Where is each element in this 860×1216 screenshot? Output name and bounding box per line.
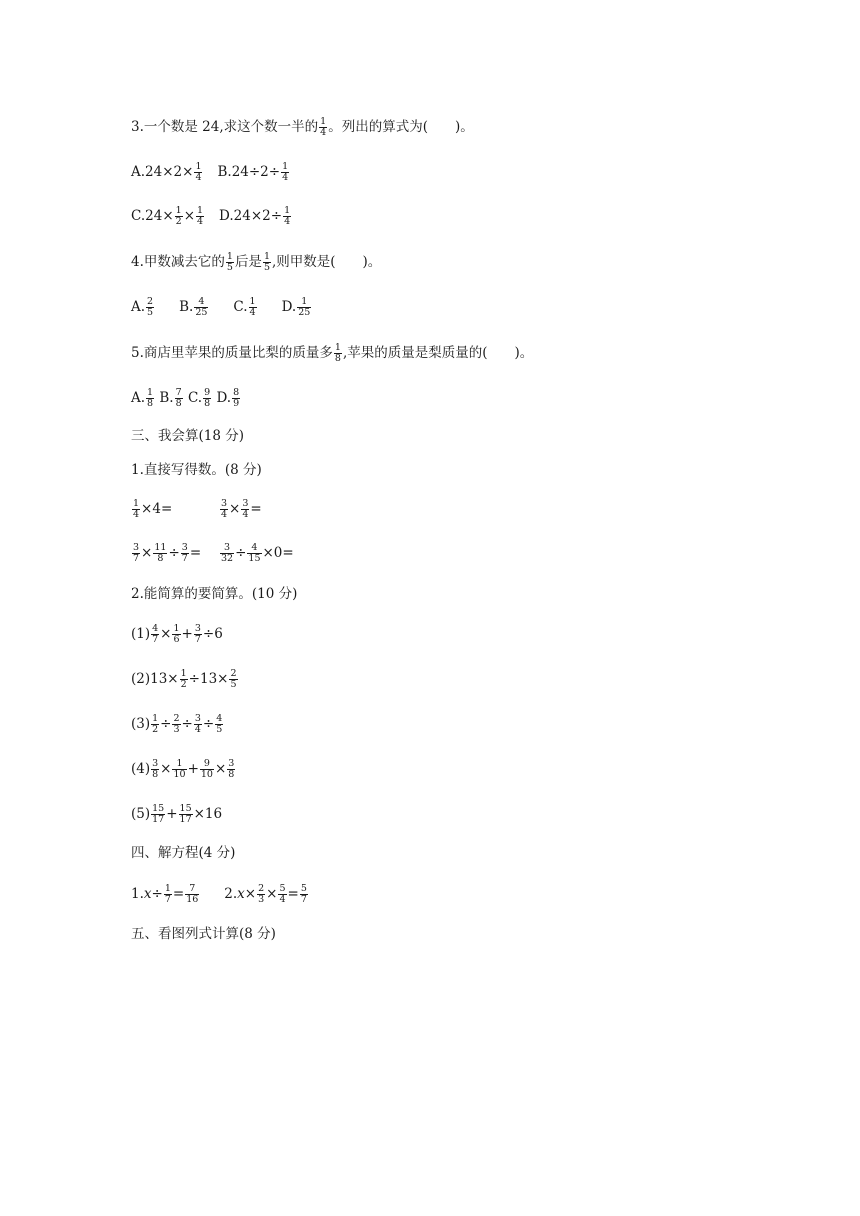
section-4-title: 四、解方程(4 分) (131, 845, 236, 861)
expr-3: (3) $\frac{1}{2}$ ÷ $\frac{2}{3}$ ÷ $\frac{3}{4}$ ÷ $\frac{4}{5}$ (131, 713, 223, 735)
fraction: $\frac{1}{4}$ (249, 296, 256, 318)
fraction: $\frac{1}{2}$ (175, 205, 182, 227)
fraction: $\frac{3}{8}$ (228, 758, 235, 780)
expr-2: (2)13× $\frac{1}{2}$ ÷13× $\frac{2}{5}$ (131, 668, 237, 690)
fraction: $\frac{1}{25}$ (298, 296, 311, 318)
section-3-title: 三、我会算(18 分) (131, 428, 245, 444)
fraction: $\frac{1}{5}$ (263, 251, 270, 273)
fraction: $\frac{4}{7}$ (152, 623, 159, 645)
section-3-part-1-title: 1.直接写得数。(8 分) (131, 462, 262, 478)
fraction: $\frac{7}{8}$ (175, 387, 182, 409)
q3-option-d: D.24×2÷ (219, 208, 283, 224)
fraction: $\frac{2}{3}$ (173, 713, 180, 735)
q3-option-a: A.24×2× (131, 164, 194, 180)
fraction: $\frac{1}{4}$ (282, 161, 289, 183)
fraction: $\frac{1}{4}$ (284, 205, 291, 227)
fraction: $\frac{3}{4}$ (242, 498, 249, 520)
fraction: $\frac{3}{4}$ (221, 498, 228, 520)
q4-option-c: C. (233, 299, 248, 315)
equations: 1.x÷ $\frac{1}{7}$ = $\frac{7}{16}$ 2.x× $\frac{2}{3}$ × $\frac{5}{4}$ = $\frac{5}{7}$ (131, 883, 307, 905)
fraction: $\frac{3}{32}$ (221, 542, 234, 564)
q3-options-ab (131, 162, 290, 183)
q5-option-c: C. (187, 390, 203, 406)
fraction: $\frac{1}{5}$ (226, 251, 233, 273)
q5-stem: 5.商店里苹果的质量比梨的质量多 $\frac{1}{8}$ ,苹果的质量是梨质量的( )。 (131, 342, 534, 364)
fraction: $\frac{1}{8}$ (334, 342, 341, 364)
fraction: $\frac{3}{7}$ (181, 542, 188, 564)
fraction: $\frac{1}{6}$ (173, 623, 180, 645)
q5-options (131, 388, 241, 409)
fraction: $\frac{5}{7}$ (300, 883, 307, 905)
q3-stem-text: 3.一个数是 24,求这个数一半的 (131, 119, 319, 135)
fraction: $\frac{15}{17}$ (179, 803, 192, 825)
calc-2: $\frac{3}{4}$ × $\frac{3}{4}$ = (221, 498, 262, 520)
q4-option-a: A. (131, 299, 146, 315)
fraction: $\frac{3}{8}$ (152, 758, 159, 780)
fraction: $\frac{8}{9}$ (233, 387, 240, 409)
calc-1: $\frac{1}{4}$ ×4= (133, 498, 173, 520)
q3-stem (131, 117, 474, 138)
fraction: $\frac{1}{4}$ (197, 205, 204, 227)
q3-options-cd: C.24× $\frac{1}{2}$ × $\frac{1}{4}$ D.24×2÷ $\frac{1}{4}$ (131, 205, 291, 227)
fraction: $\frac{4}{25}$ (195, 296, 208, 318)
fraction: $\frac{3}{7}$ (194, 623, 201, 645)
expr-5: (5) $\frac{15}{17}$ + $\frac{15}{17}$ ×16 (131, 803, 223, 825)
q4-options (131, 297, 312, 318)
fraction: $\frac{2}{5}$ (147, 296, 154, 318)
calc-4: $\frac{3}{32}$ ÷ $\frac{4}{15}$ ×0= (221, 542, 294, 564)
fraction: $\frac{9}{10}$ (200, 758, 213, 780)
fraction: $\frac{4}{5}$ (216, 713, 223, 735)
q4-stem: 4.甲数减去它的 $\frac{1}{5}$ 后是 $\frac{1}{5}$ ,则甲数是( )。 (131, 251, 382, 273)
q4-option-d: D. (281, 299, 297, 315)
expr-4: (4) $\frac{3}{8}$ × $\frac{1}{10}$ + $\frac{9}{10}$ × $\frac{3}{8}$ (131, 758, 235, 780)
section-5-title: 五、看图列式计算(8 分) (131, 926, 276, 942)
fraction: $\frac{2}{3}$ (258, 883, 265, 905)
fraction: $\frac{1}{4}$ (133, 498, 140, 520)
fraction: $\frac{1}{2}$ (152, 713, 159, 735)
fraction: $\frac{15}{17}$ (152, 803, 165, 825)
fraction: $\frac{1}{10}$ (173, 758, 186, 780)
section-3-part-2-title: 2.能简算的要简算。(10 分) (131, 586, 298, 602)
fraction: $\frac{4}{15}$ (248, 542, 261, 564)
fraction: $\frac{3}{7}$ (133, 542, 140, 564)
fraction: $\frac{1}{8}$ (147, 387, 154, 409)
q5-stem-text: 5.商店里苹果的质量比梨的质量多 (131, 345, 333, 361)
q4-option-b: B. (179, 299, 194, 315)
fraction: $\frac{9}{8}$ (204, 387, 211, 409)
fraction: $\frac{1}{4}$ (320, 116, 327, 138)
expr-1: (1) $\frac{4}{7}$ × $\frac{1}{6}$ + $\frac{3}{7}$ ÷6 (131, 623, 223, 645)
calc-3: $\frac{3}{7}$ × $\frac{11}{8}$ ÷ $\frac{3}{7}$ = (133, 542, 202, 564)
fraction: $\frac{7}{16}$ (186, 883, 199, 905)
q5-option-d: D. (216, 390, 232, 406)
fraction: $\frac{1}{4}$ (195, 161, 202, 183)
fraction: $\frac{2}{5}$ (230, 668, 237, 690)
fraction: $\frac{11}{8}$ (154, 542, 167, 564)
q3-option-c: C.24× (131, 208, 174, 224)
fraction: $\frac{3}{4}$ (194, 713, 201, 735)
q5-option-b: B. (159, 390, 174, 406)
fraction: $\frac{5}{4}$ (279, 883, 286, 905)
fraction: $\frac{1}{7}$ (164, 883, 171, 905)
fraction: $\frac{1}{2}$ (180, 668, 187, 690)
q5-option-a: A. (131, 390, 146, 406)
q4-stem-text: 4.甲数减去它的 (131, 254, 225, 270)
q3-option-b: B.24÷2÷ (217, 164, 281, 180)
q3-stem-tail: 。列出的算式为( )。 (328, 119, 474, 135)
